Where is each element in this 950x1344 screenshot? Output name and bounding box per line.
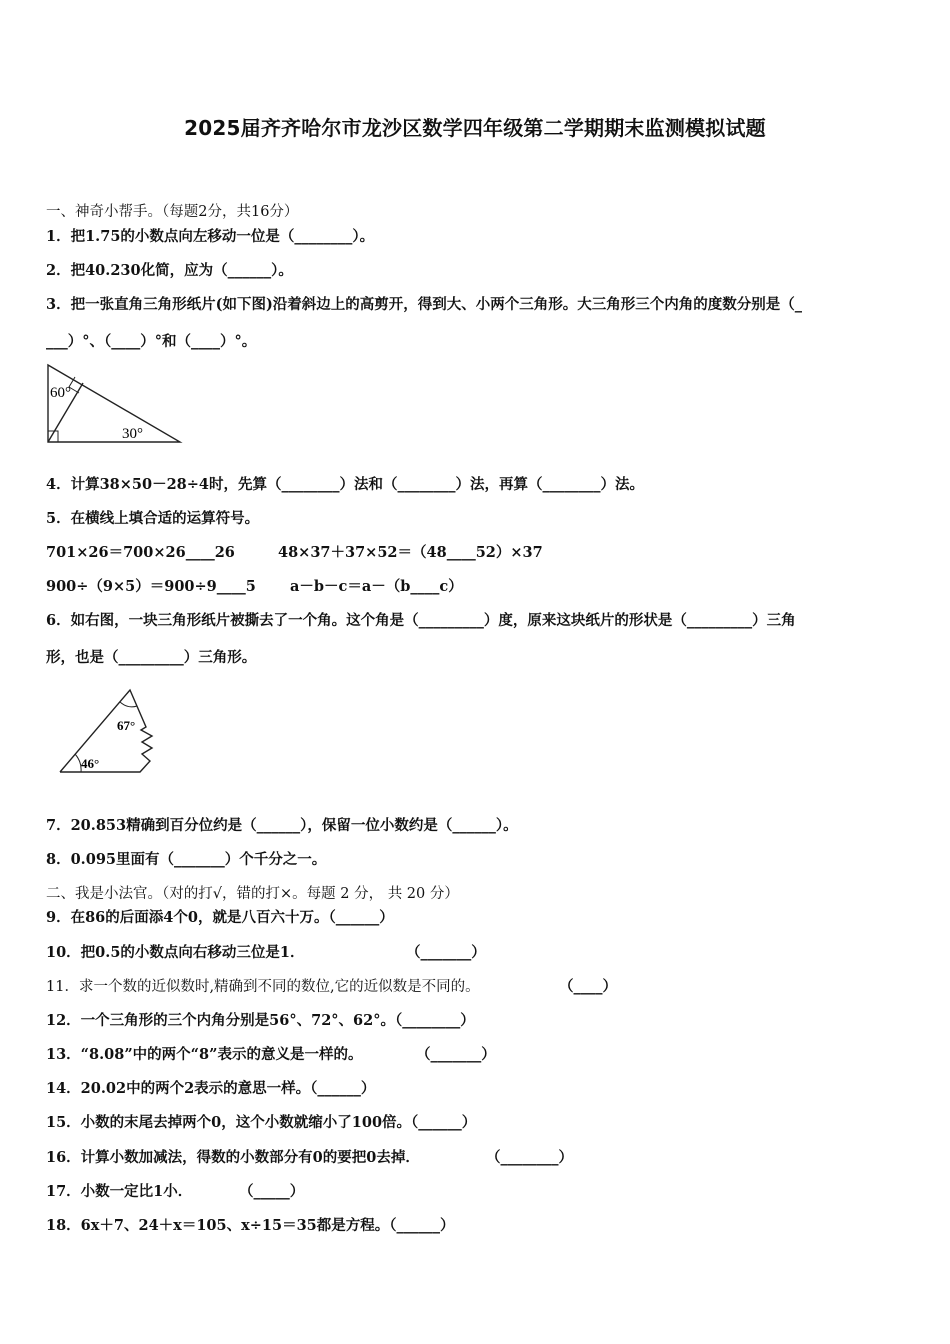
question-5-row-2-right: a－b－c＝a－（b____c） — [290, 578, 463, 595]
question-5-row-1-right: 48×37＋37×52＝（48____52）×37 — [278, 544, 543, 561]
question-10: 10．把0.5的小数点向右移动三位是1． — [46, 944, 305, 961]
angle-67-label: 67° — [117, 718, 136, 733]
right-triangle-figure — [44, 362, 184, 446]
question-6-line-2: 形，也是（_________）三角形。 — [46, 649, 257, 666]
question-2: 2．把40.230化简，应为（______）。 — [46, 262, 293, 279]
angle-30-label: 30° — [122, 426, 143, 442]
question-4: 4．计算38×50－28÷4时，先算（________）法和（________）法，再算（________）法。 — [46, 476, 645, 493]
question-5-row-1-left: 701×26＝700×26____26 — [46, 544, 235, 561]
angle-46-label: 46° — [81, 756, 100, 771]
question-5-row-2-left: 900÷（9×5）＝900÷9____5 — [46, 578, 256, 595]
question-8: 8．0.095里面有（_______）个千分之一。 — [46, 851, 327, 868]
question-3-line-2: ___）°、（____）°和（____）°。 — [46, 333, 257, 350]
question-9: 9．在86的后面添4个0，就是八百六十万。（______） — [46, 909, 394, 926]
angle-60-label: 60° — [50, 385, 71, 401]
question-13: 13．“8.08”中的两个“8”表示的意义是一样的。 — [46, 1046, 363, 1063]
question-15: 15．小数的末尾去掉两个0，这个小数就缩小了100倍。（______） — [46, 1114, 477, 1131]
torn-triangle-figure — [58, 688, 164, 778]
page-title: 2025届齐齐哈尔市龙沙区数学四年级第二学期期末监测模拟试题 — [184, 116, 766, 140]
question-7: 7．20.853精确到百分位约是（______），保留一位小数约是（______）。 — [46, 817, 518, 834]
question-17-blank: （_____） — [239, 1183, 305, 1200]
question-16-blank: （________） — [486, 1149, 573, 1166]
question-10-blank: （_______） — [406, 944, 486, 961]
question-12: 12．一个三角形的三个内角分别是56°、72°、62°。（________） — [46, 1012, 475, 1029]
question-11-blank: （____） — [559, 978, 617, 995]
question-1: 1．把1.75的小数点向左移动一位是（________）。 — [46, 228, 375, 245]
question-5: 5．在横线上填合适的运算符号。 — [46, 510, 260, 527]
question-16: 16．计算小数加减法，得数的小数部分有0的要把0去掉． — [46, 1149, 420, 1166]
section-2-header: 二、我是小法官。（对的打√，错的打×。每题 2 分， 共 20 分） — [46, 886, 459, 902]
question-17: 17．小数一定比1小． — [46, 1183, 193, 1200]
section-1-header: 一、神奇小帮手。（每题2分，共16分） — [46, 204, 299, 220]
question-14: 14．20.02中的两个2表示的意思一样。（______） — [46, 1080, 376, 1097]
question-6-line-1: 6．如右图，一块三角形纸片被撕去了一个角。这个角是（_________）度，原来这块纸片的形状是（_________）三角 — [46, 612, 796, 629]
question-13-blank: （_______） — [416, 1046, 496, 1063]
question-3-line-1: 3．把一张直角三角形纸片(如下图)沿着斜边上的高剪开，得到大、小两个三角形。大三角形三个内角的度数分别是（_ — [46, 296, 803, 313]
question-18: 18．6x＋7、24＋x＝105、x÷15＝35都是方程。（______） — [46, 1217, 455, 1234]
question-11: 11．求一个数的近似数时,精确到不同的数位,它的近似数是不同的。 — [46, 979, 480, 995]
